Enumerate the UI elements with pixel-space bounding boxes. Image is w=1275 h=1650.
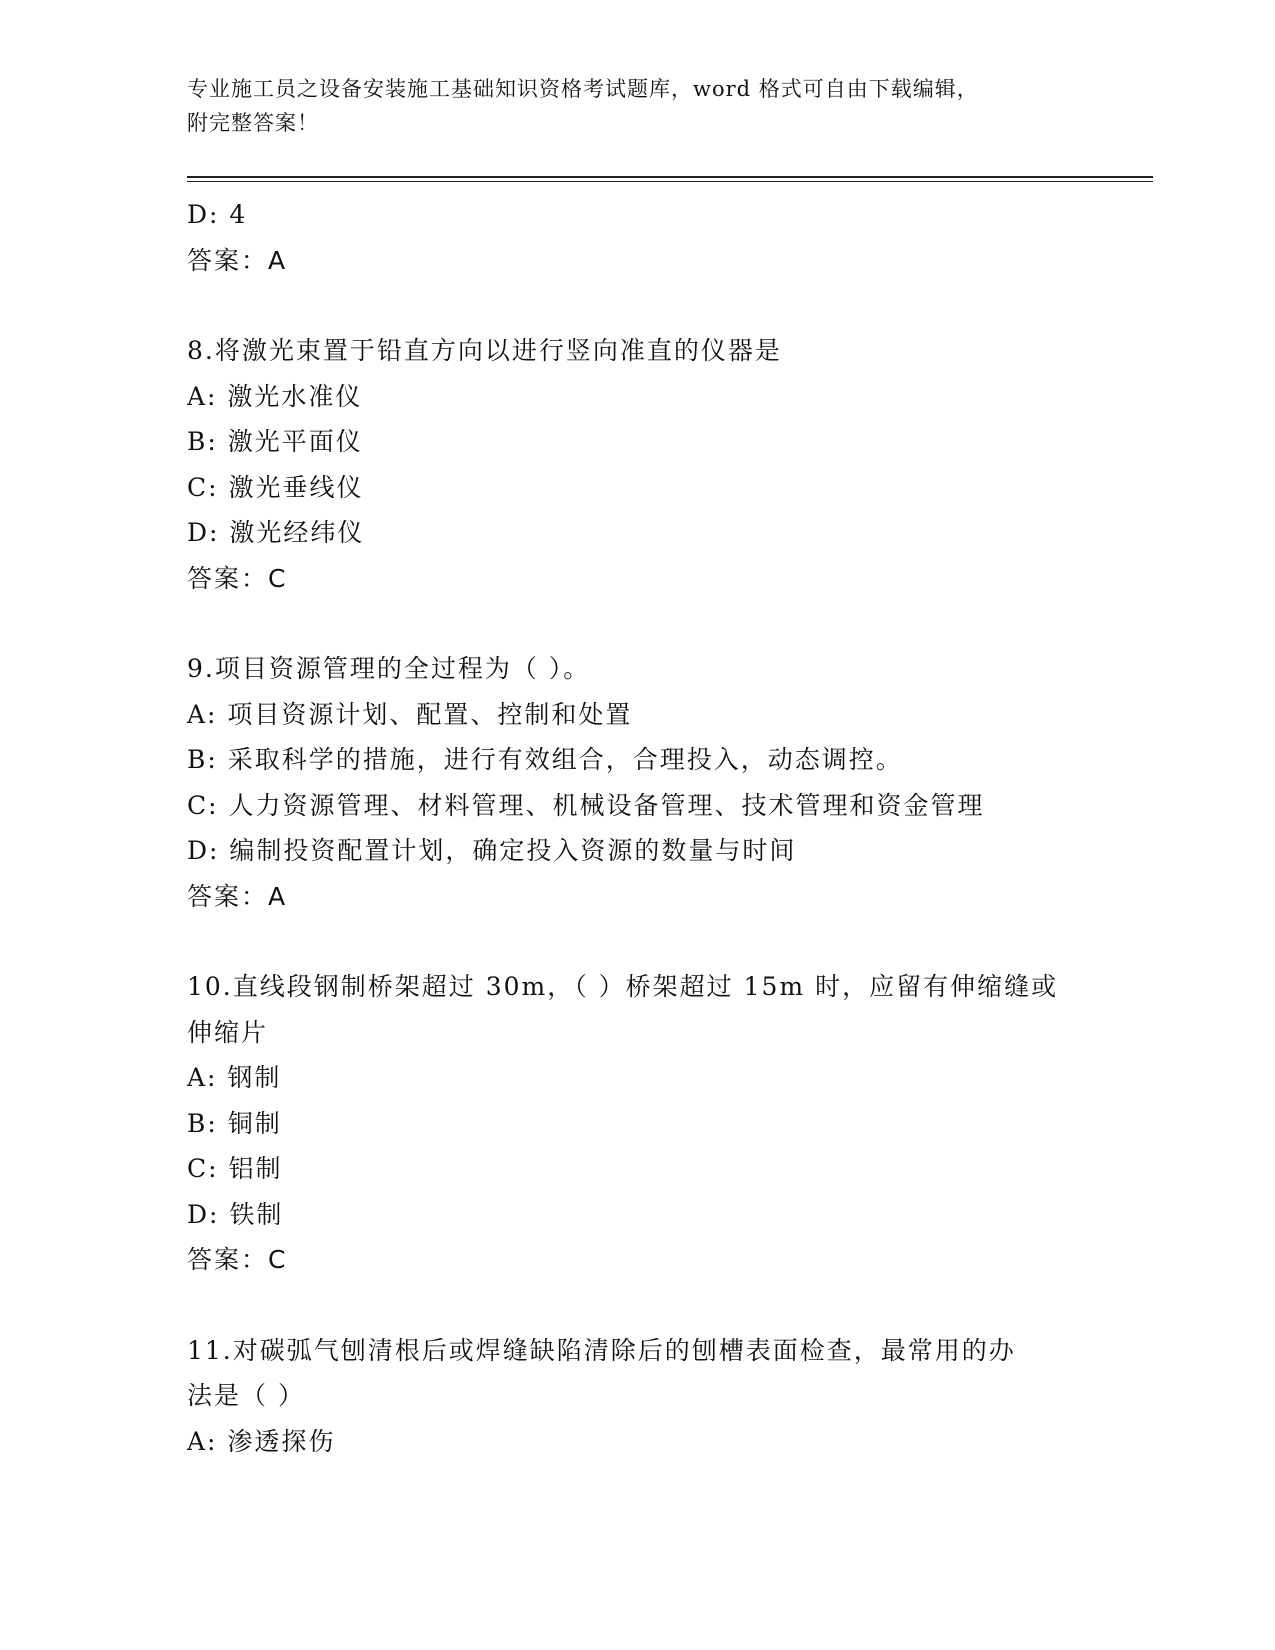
header-line-1: 专业施工员之设备安装施工基础知识资格考试题库，word 格式可自由下载编辑， [187, 77, 979, 101]
spacer [187, 283, 1087, 328]
option-c: C: 激光垂线仪 [187, 472, 364, 502]
question-text-line-2: 法是（ ） [187, 1381, 305, 1410]
prev-option-d: D: 4 [187, 200, 248, 229]
prev-answer: 答案：A [187, 245, 288, 275]
spacer [187, 919, 1087, 964]
option-c: C: 铝制 [187, 1154, 283, 1183]
question-text: 9.项目资源管理的全过程为（ ）。 [187, 654, 591, 683]
header-divider-thick [187, 176, 1153, 178]
spacer [187, 1283, 1087, 1328]
question-text-line-1: 11.对碳弧气刨清根后或焊缝缺陷清除后的刨槽表面检查，最常用的办 [187, 1335, 1016, 1365]
question-11 [187, 1328, 1087, 1465]
option-a: A: 钢制 [187, 1063, 282, 1092]
option-a: A: 项目资源计划、配置、控制和处置 [187, 699, 633, 729]
header-line-2: 附完整答案！ [187, 111, 319, 135]
question-9 [187, 646, 1087, 919]
question-content [187, 192, 1087, 1464]
answer: 答案：C [187, 1245, 288, 1274]
spacer [187, 601, 1087, 646]
answer: 答案：A [187, 881, 288, 911]
option-d: D: 铁制 [187, 1199, 284, 1229]
option-b: B: 铜制 [187, 1108, 282, 1138]
option-b: B: 采取科学的措施，进行有效组合，合理投入，动态调控。 [187, 745, 903, 774]
option-c: C: 人力资源管理、材料管理、机械设备管理、技术管理和资金管理 [187, 790, 985, 820]
question-text: 8.将激光束置于铅直方向以进行竖向准直的仪器是 [187, 336, 782, 365]
question-8 [187, 328, 1087, 601]
header-divider-thin [187, 181, 1153, 182]
option-d: D: 编制投资配置计划，确定投入资源的数量与时间 [187, 836, 797, 865]
question-text-line-2: 伸缩片 [187, 1017, 269, 1047]
option-b: B: 激光平面仪 [187, 427, 363, 456]
option-a: A: 渗透探伤 [187, 1426, 336, 1456]
question-10 [187, 964, 1087, 1283]
option-a: A: 激光水准仪 [187, 381, 363, 411]
document-header [187, 72, 1087, 140]
answer: 答案：C [187, 563, 288, 593]
question-text-line-1: 10.直线段钢制桥架超过 30m，（ ）桥架超过 15m 时，应留有伸缩缝或 [187, 972, 1059, 1001]
option-d: D: 激光经纬仪 [187, 518, 365, 547]
